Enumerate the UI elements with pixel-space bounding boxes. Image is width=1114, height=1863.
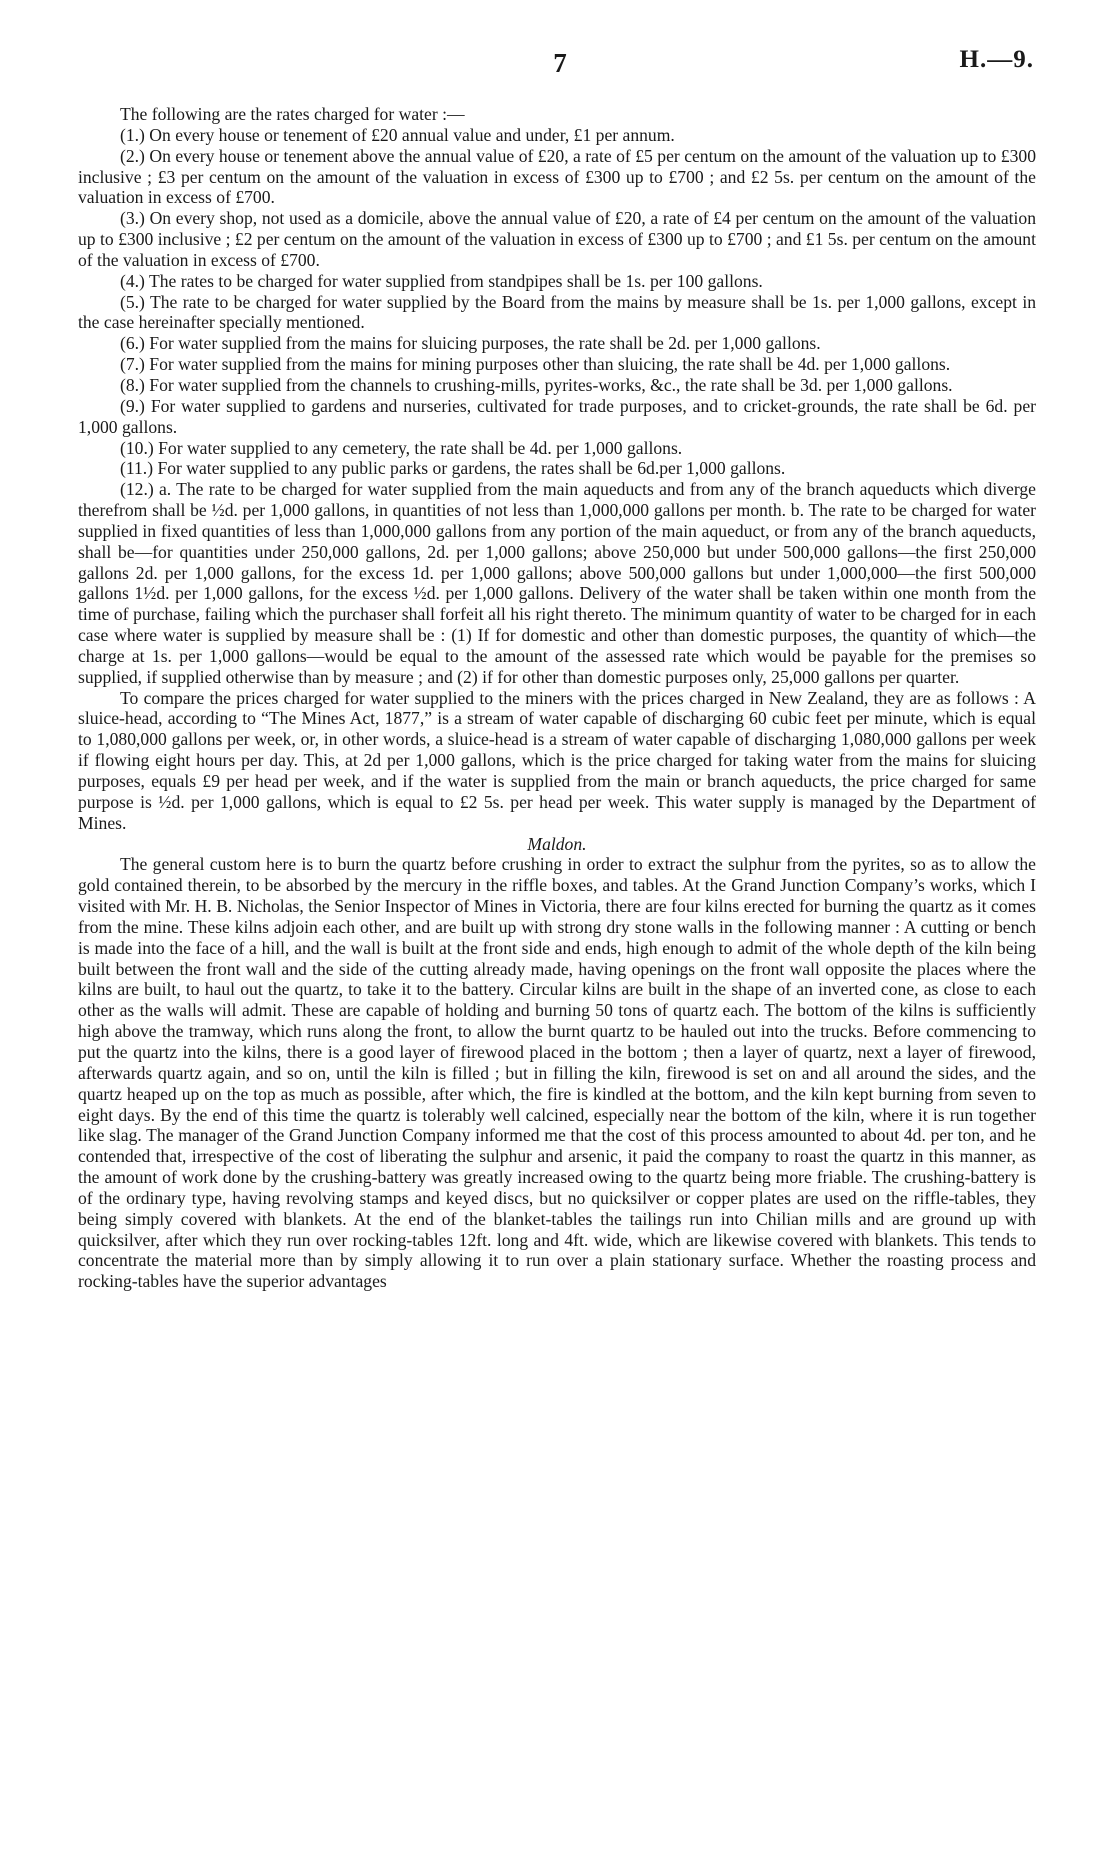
body-text [78, 104, 1036, 1292]
maldon-paragraph: The general custom here is to burn the quartz before crushing in order to extract the sulphur from the pyrites, so as to allow the gold contained therein, to be absorbed by the mercury in the riffle boxes, and tables. At the Grand Junction Company’s works, which I visited with Mr. H. B. Nicholas, the Senior Inspector of Mines in Victoria, there are four kilns erected for burning the quartz as it comes from the mine. These kilns adjoin each other, and are built up with strong dry stone walls in the following manner : A cutting or bench is made into the face of a hill, and the wall is built at the front side and ends, high enough to admit of the whole depth of the kiln being built between the front wall and the side of the cutting already made, having openings on the front wall opposite the places where the kilns are built, to haul out the quartz, to take it to the battery. Circular kilns are built in the shape of an inverted cone, as close to each other as the walls will admit. These are capable of holding and burning 50 tons of quartz each. The bottom of the kilns is sufficiently high above the tramway, which runs along the front, to allow the burnt quartz to be hauled out into the trucks. Before commencing to put the quartz into the kilns, there is a good layer of firewood placed in the bottom ; then a layer of quartz, next a layer of firewood, afterwards quartz again, and so on, until the kiln is filled ; but in filling the kiln, firewood is set on and all around the sides, and the quartz heaped up on the top as much as possible, after which, the fire is kindled at the bottom, and the kiln kept burning from seven to eight days. By the end of this time the quartz is tolerably well calcined, especially near the bottom of the kiln, where it is run together like slag. The manager of the Grand Junction Company informed me that the cost of this process amounted to about 4d. per ton, and he contended that, irrespective of the cost of liberating the sulphur and arsenic, it paid the company to roast the quartz in this manner, as the amount of work done by the crushing-battery was greatly increased owing to the quartz being more friable. The crushing-battery is of the ordinary type, having revolving stamps and keyed discs, but no quicksilver or copper plates are used on the riffle-tables, they being simply covered with blankets. At the end of the blanket-tables the tailings run into Chilian mills and are ground up with quicksilver, after which they run over rocking-tables 12ft. long and 4ft. wide, which are likewise covered with blankets. This tends to concentrate the material more than by simply allowing it to run over a plain stationary surface. Whether the roasting process and rocking-tables have the superior advantages [78, 854, 1036, 1292]
rate-item: (4.) The rates to be charged for water supplied from standpipes shall be 1s. per 100 gallons. [120, 270, 763, 291]
rate-item: (12.) a. The rate to be charged for water supplied from the main aqueducts and from any of the branch aqueducts which diverge therefrom shall be ½d. per 1,000 gallons, in quantities of not less than 1,000,000 gallons per month. b. The rate to be charged for water supplied in fixed quantities of less than 1,000,000 gallons from any portion of the main aqueduct, or from any of the branch aqueducts, shall be—for quantities under 250,000 gallons, 2d. per 1,000 gallons; above 250,000 but under 500,000 gallons—the first 250,000 gallons 2d. per 1,000 gallons, for the excess 1d. per 1,000 gallons; above 500,000 gallons but under 1,000,000—the first 500,000 gallons 1½d. per 1,000 gallons, for the excess ½d. per 1,000 gallons. Delivery of the water shall be taken within one month from the time of purchase, failing which the purchaser shall forfeit all his right thereto. The minimum quantity of water to be charged for in each case where water is supplied by measure shall be : (1) If for domestic and other than domestic purposes, the quantity of which—the charge at 1s. per 1,000 gallons—would be equal to the amount of the assessed rate which would be payable for the premises so supplied, if supplied otherwise than by measure ; and (2) if for other than domestic purposes only, 25,000 gallons per quarter. [78, 479, 1036, 687]
rate-item: (9.) For water supplied to gardens and nurseries, cultivated for trade purposes, and to cricket-grounds, the rate shall be 6d. per 1,000 gallons. [78, 395, 1036, 437]
rate-item: (1.) On every house or tenement of £20 annual value and under, £1 per annum. [120, 124, 675, 145]
rate-item: (7.) For water supplied from the mains for mining purposes other than sluicing, the rate shall be 4d. per 1,000 gallons. [120, 354, 951, 375]
rate-item: (8.) For water supplied from the channels to crushing-mills, pyrites-works, &c., the rate shall be 3d. per 1,000 gallons. [120, 374, 953, 395]
comparison-paragraph: To compare the prices charged for water supplied to the miners with the prices charged in New Zealand, they are as follows : A sluice-head, according to “The Mines Act, 1877,” is a stream of water capable of discharging 60 cubic feet per minute, which is equal to 1,080,000 gallons per week, or, in other words, a sluice-head is a stream of water capable of discharging 1,080,000 gallons per week if flowing eight hours per day. This, at 2d per 1,000 gallons, which is the price charged for taking water from the mains for sluicing purposes, equals £9 per head per week, and if the water is supplied from the main or branch aqueducts, the price charged for same purpose is ½d. per 1,000 gallons, which is equal to £2 5s. per head per week. This water supply is managed by the Department of Mines. [78, 687, 1036, 833]
rate-item: (5.) The rate to be charged for water supplied by the Board from the mains by measure shall be 1s. per 1,000 gallons, except in the case hereinafter specially mentioned. [78, 291, 1036, 333]
rates-intro: The following are the rates charged for water :— [120, 104, 465, 124]
rate-item: (3.) On every shop, not used as a domicile, above the annual value of £20, a rate of £4 per centum on the amount of the valuation up to £300 inclusive ; £2 per centum on the amount of the valuation in excess of £300 up to £700 ; and £1 5s. per centum on the amount of the valuation in excess of £700. [78, 208, 1036, 270]
section-heading-maldon: Maldon. [527, 833, 587, 854]
rate-item: (10.) For water supplied to any cemetery, the rate shall be 4d. per 1,000 gallons. [120, 437, 683, 458]
rate-item: (6.) For water supplied from the mains for sluicing purposes, the rate shall be 2d. per 1,000 gallons. [120, 333, 821, 354]
page-number: 7 [553, 48, 567, 78]
document-reference: H.—9. [959, 46, 1034, 73]
rate-item: (11.) For water supplied to any public parks or gardens, the rates shall be 6d.per 1,000 gallons. [120, 458, 786, 479]
rate-item: (2.) On every house or tenement above the annual value of £20, a rate of £5 per centum on the amount of the valuation up to £300 inclusive ; £3 per centum on the amount of the valuation in excess of £300 up to £700 ; and £2 5s. per centum on the amount of the valuation in excess of £700. [78, 145, 1036, 208]
